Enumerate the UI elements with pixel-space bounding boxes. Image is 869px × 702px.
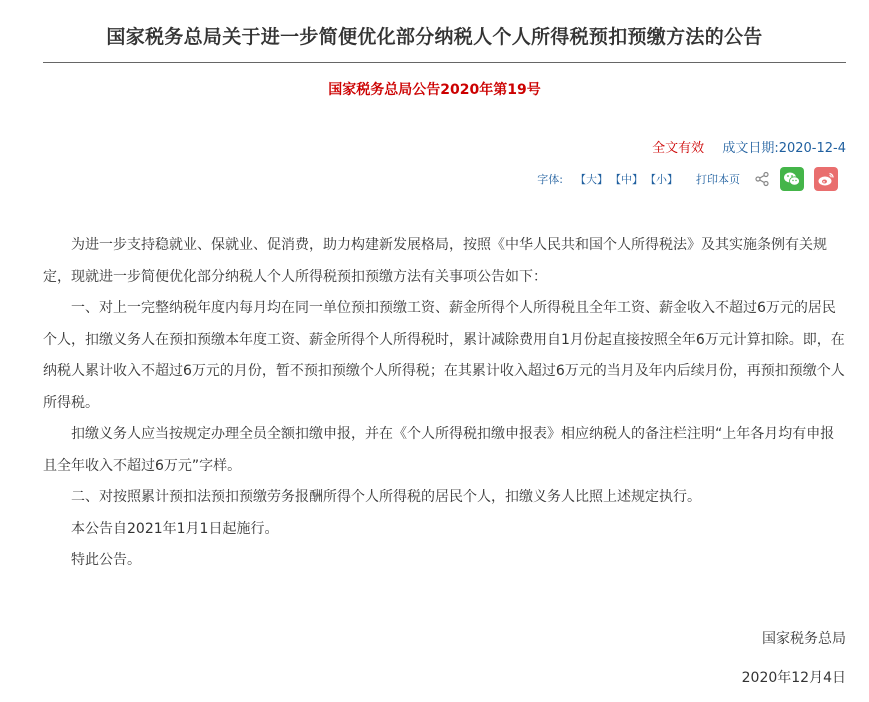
page-toolbar — [537, 166, 838, 192]
title-divider — [43, 62, 846, 63]
document-meta — [652, 137, 846, 156]
print-link[interactable]: 打印本页 — [696, 173, 740, 186]
signature-date: 2020年12月4日 — [741, 670, 846, 686]
share-icon[interactable] — [754, 171, 770, 187]
paragraph-item-two: 二、对按照累计预扣法预扣预缴劳务报酬所得个人所得税的居民个人，扣缴义务人比照上述规定执行。 — [71, 489, 701, 505]
paragraph-intro: 为进一步支持稳就业、保就业、促消费，助力构建新发展格局，按照《中华人民共和国个人所得税法》及其实施条例有关规定，现就进一步简便优化部分纳税人个人所得税预扣预缴方法有关事项公告如下： — [43, 237, 827, 285]
font-size-label: 字体: — [537, 173, 563, 186]
document-number: 国家税务总局公告2020年第19号 — [328, 82, 541, 98]
page-title: 国家税务总局关于进一步简便优化部分纳税人个人所得税预扣预缴方法的公告 — [106, 26, 763, 48]
weibo-icon[interactable] — [814, 167, 838, 191]
font-small-link[interactable]: 【小】 — [645, 173, 678, 186]
announcement-body — [43, 230, 848, 577]
paragraph-effective-date: 本公告自2021年1月1日起施行。 — [71, 520, 279, 537]
signature-org: 国家税务总局 — [762, 631, 846, 647]
font-large-link[interactable]: 【大】 — [575, 173, 608, 186]
paragraph-item-one: 一、对上一完整纳税年度内每月均在同一单位预扣预缴工资、薪金所得个人所得税且全年工资、薪金收入不超过6万元的居民个人，扣缴义务人在预扣预缴本年度工资、薪金所得个人所得税时，累计减除费用自1月份起直接按照全年6万元计算扣除。即，在纳税人累计收入不超过6万元的月份，暂不预扣预缴个人所得税；在其累计收入超过6万元的当月及年内后续月份，再预扣预缴个人所得税。 — [43, 300, 845, 411]
paragraph-withholding-note: 扣缴义务人应当按规定办理全员全额扣缴申报，并在《个人所得税扣缴申报表》相应纳税人的备注栏注明“上年各月均有申报且全年收入不超过6万元”字样。 — [43, 426, 835, 474]
validity-status: 全文有效 — [652, 141, 705, 156]
font-medium-link[interactable]: 【中】 — [610, 173, 643, 186]
issue-date: 成文日期:2020-12-4 — [722, 141, 846, 156]
paragraph-closing: 特此公告。 — [71, 552, 141, 568]
wechat-icon[interactable] — [780, 167, 804, 191]
